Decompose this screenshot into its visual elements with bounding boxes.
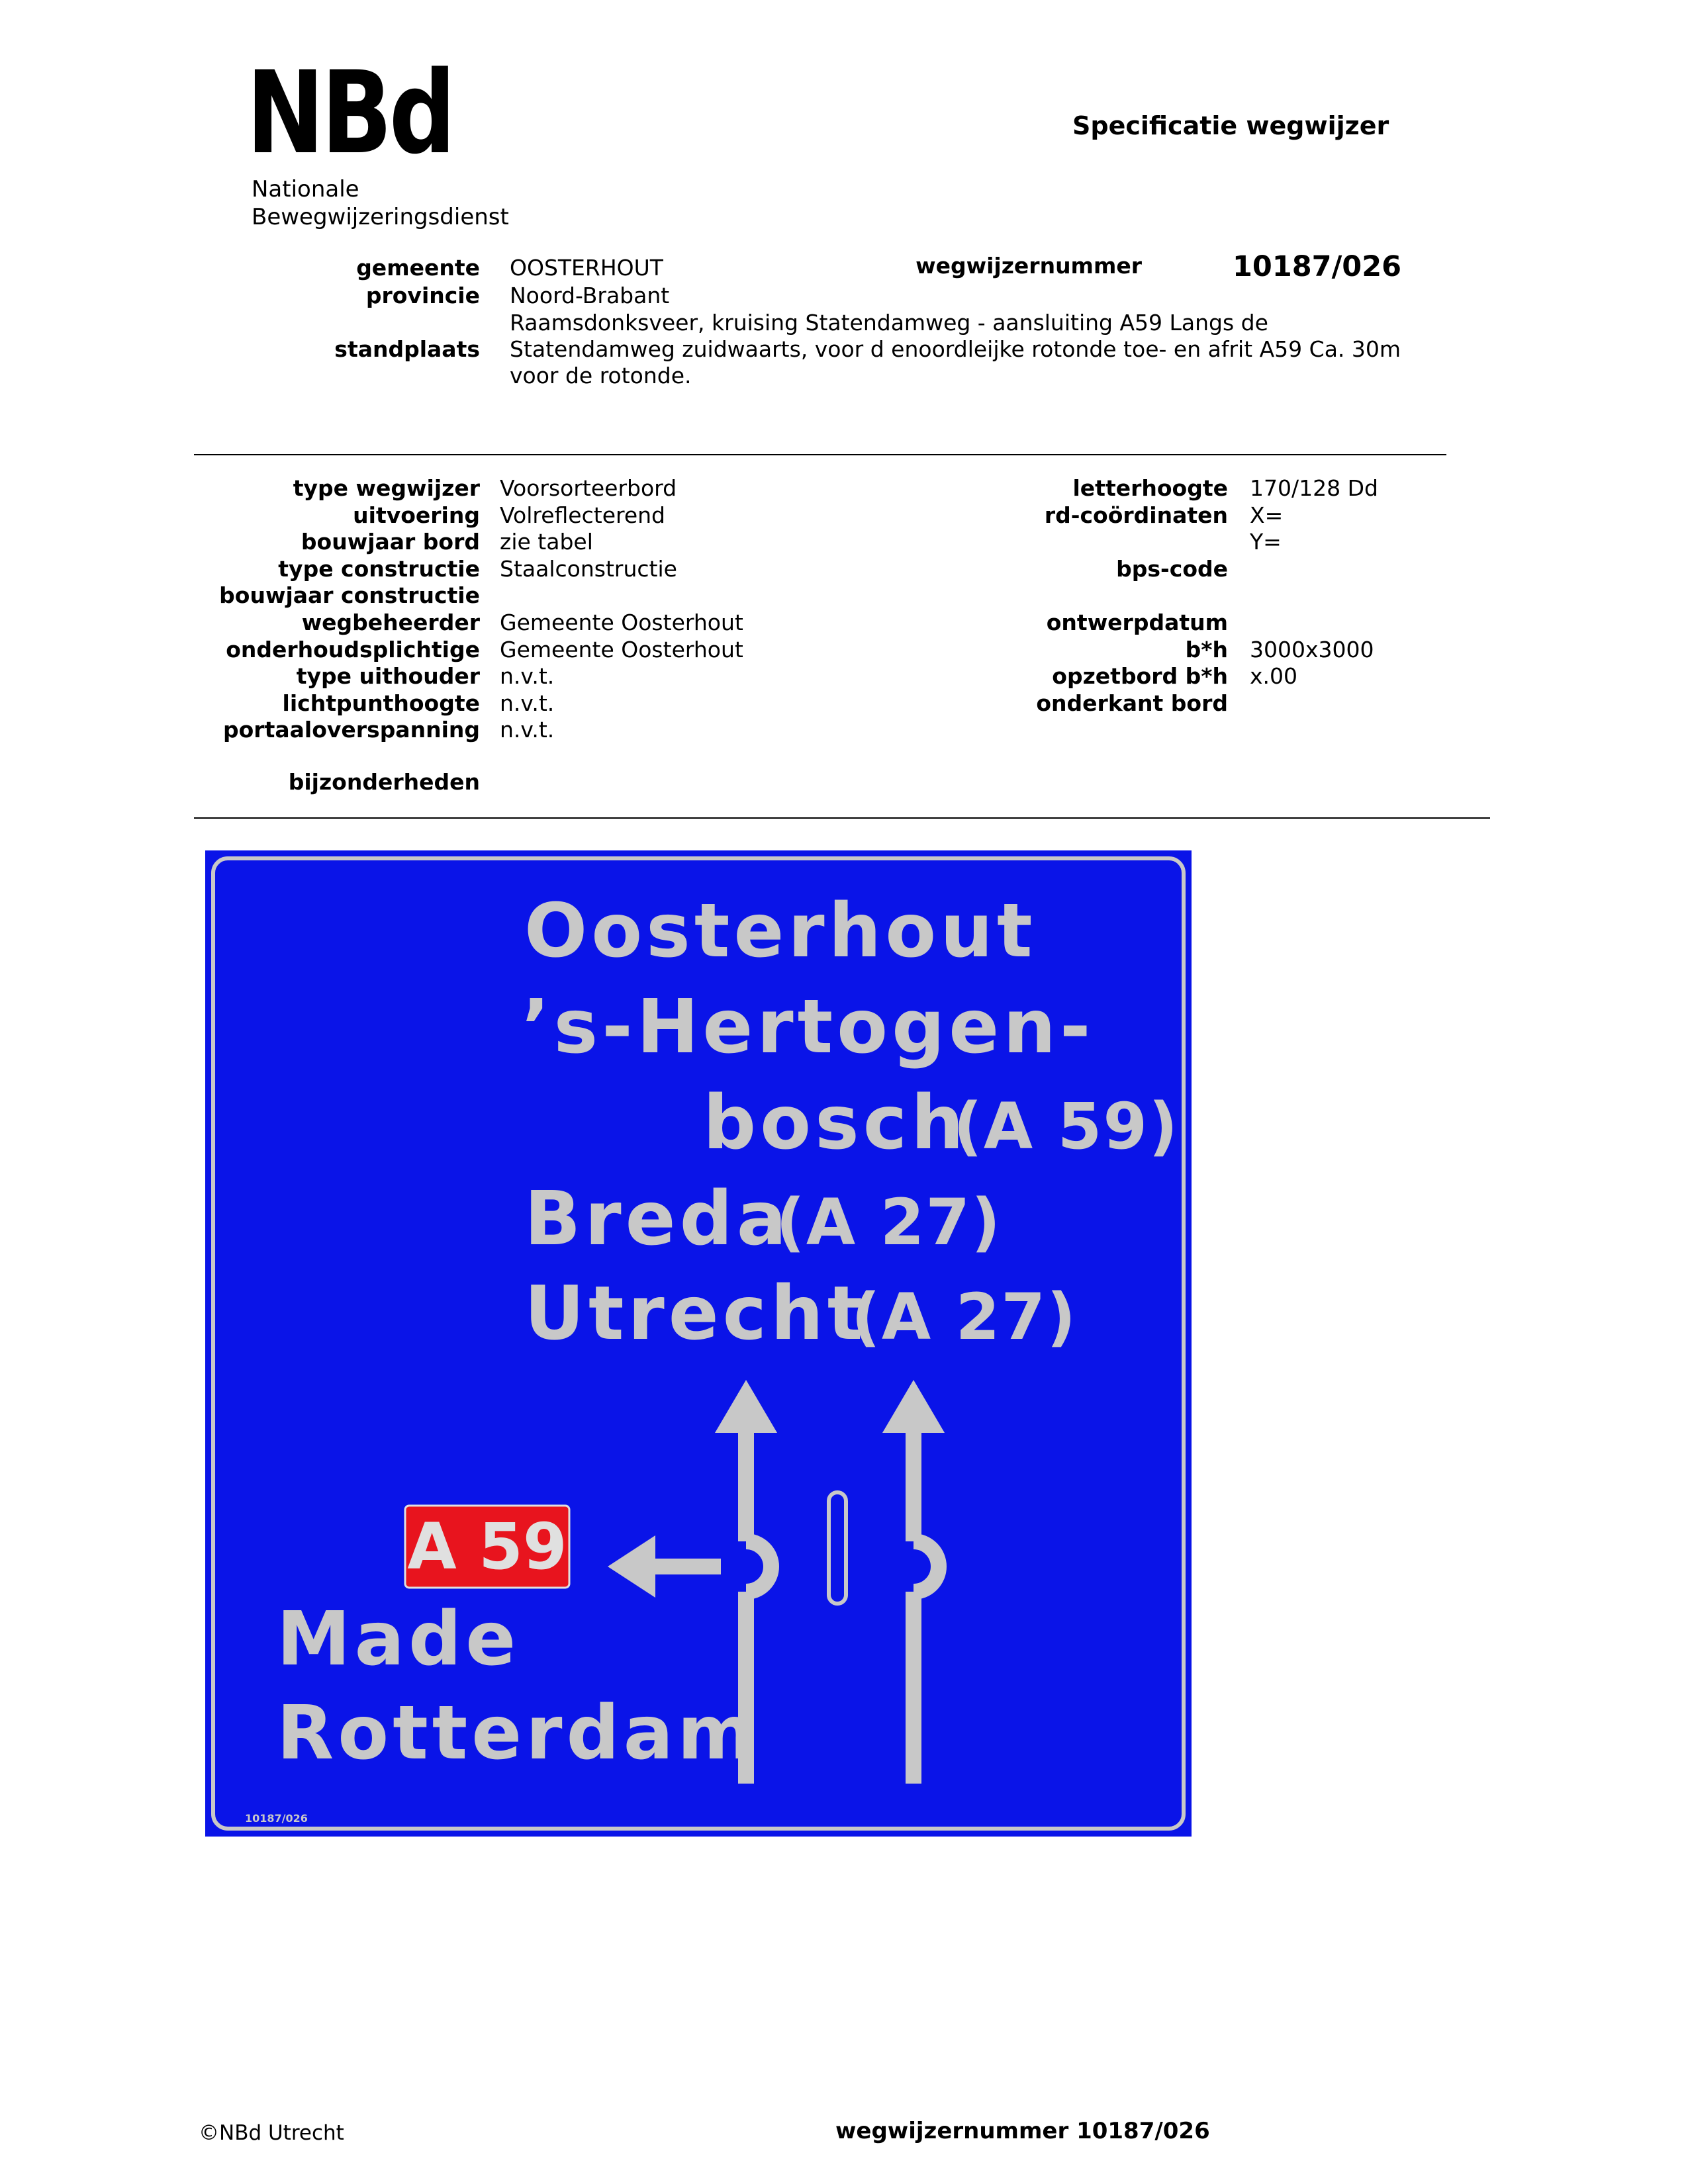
spec-left-label: type wegwijzer	[293, 475, 480, 501]
page-title: Specificatie wegwijzer	[1072, 111, 1389, 140]
sign-text-oosterhout: Oosterhout	[524, 888, 1037, 974]
spec-left-label: lichtpunthoogte	[282, 690, 480, 716]
standplaats-line-1: Raamsdonksveer, kruising Statendamweg - aansluiting A59 Langs de	[510, 310, 1268, 336]
standplaats-line-3: voor de rotonde.	[510, 363, 692, 388]
spec-left-label: uitvoering	[353, 502, 480, 528]
gemeente-value: OOSTERHOUT	[510, 255, 663, 281]
logo-subtitle-2: Bewegwijzeringsdienst	[252, 204, 509, 230]
spec-right-value: Y=	[1250, 529, 1282, 555]
sign-text-made: Made	[277, 1596, 520, 1682]
sign-text-rotterdam: Rotterdam	[277, 1690, 759, 1776]
spec-left-label: bouwjaar constructie	[219, 582, 480, 609]
footer-wegwijzernummer: wegwijzernummer 10187/026	[835, 2118, 1210, 2144]
spec-left-label: wegbeheerder	[301, 610, 480, 635]
spec-left-value: Gemeente Oosterhout	[500, 636, 743, 662]
spec-right-label: letterhoogte	[1072, 475, 1228, 501]
gemeente-label: gemeente	[356, 255, 480, 281]
sign-text-s-hertogen: ’s-Hertogen-	[522, 984, 1095, 1070]
sign-text-bosch: bosch	[703, 1080, 968, 1166]
spec-left-value: zie tabel	[500, 529, 593, 555]
spec-left-value: Staalconstructie	[500, 555, 677, 582]
standplaats-label: standplaats	[334, 336, 480, 362]
spec-left-label: type uithouder	[296, 663, 480, 690]
spec-right-label: opzetbord b*h	[1052, 663, 1228, 690]
spec-right-label: rd-coördinaten	[1044, 502, 1228, 528]
logo-subtitle-1: Nationale	[252, 176, 359, 203]
spec-left-value: Voorsorteerbord	[500, 475, 677, 501]
spec-right-value: 3000x3000	[1250, 636, 1374, 662]
spec-left-value: Volreflecterend	[500, 502, 665, 528]
spec-left-value: Gemeente Oosterhout	[500, 610, 743, 635]
divider-bottom	[194, 817, 1490, 819]
sign-text-a27-ref-2: (A 27)	[851, 1280, 1078, 1354]
spec-left-label: portaaloverspanning	[223, 717, 480, 743]
a59-shield-text: A 59	[407, 1510, 567, 1584]
provincie-label: provincie	[365, 283, 480, 308]
provincie-value: Noord-Brabant	[510, 283, 670, 308]
spec-right-label: b*h	[1185, 636, 1228, 662]
wegwijzernummer-value: 10187/026	[1233, 250, 1402, 283]
sign-text-a59-ref: (A 59)	[953, 1089, 1180, 1163]
road-sign	[205, 850, 1192, 1837]
spec-left-value: n.v.t.	[500, 663, 555, 690]
spec-right-label: bps-code	[1116, 555, 1228, 582]
sign-text-breda: Breda	[524, 1176, 791, 1262]
spec-right-value: 170/128 Dd	[1250, 475, 1378, 501]
spec-right-label: onderkant bord	[1036, 690, 1228, 716]
standplaats-line-2: Statendamweg zuidwaarts, voor d enoordleijke rotonde toe- en afrit A59 Ca. 30m	[510, 336, 1401, 362]
divider-top	[194, 454, 1446, 455]
footer-copyright: ©NBd Utrecht	[199, 2121, 344, 2145]
sign-code-text: 10187/026	[245, 1812, 308, 1825]
sign-text-utrecht: Utrecht	[524, 1271, 867, 1357]
wegwijzernummer-label: wegwijzernummer	[915, 253, 1142, 279]
spec-left-label: onderhoudsplichtige	[226, 636, 480, 662]
spec-left-label: type constructie	[278, 555, 480, 582]
nbd-logo: NBd	[246, 46, 453, 179]
spec-left-label: bouwjaar bord	[301, 529, 480, 555]
spec-right-value: X=	[1250, 502, 1284, 528]
spec-right-label: ontwerpdatum	[1046, 610, 1228, 635]
sign-text-a27-ref-1: (A 27)	[776, 1185, 1002, 1259]
spec-left-value: n.v.t.	[500, 690, 555, 716]
spec-left-value: n.v.t.	[500, 717, 555, 743]
spec-right-value: x.00	[1250, 663, 1298, 690]
bijzonderheden-label: bijzonderheden	[288, 769, 480, 795]
